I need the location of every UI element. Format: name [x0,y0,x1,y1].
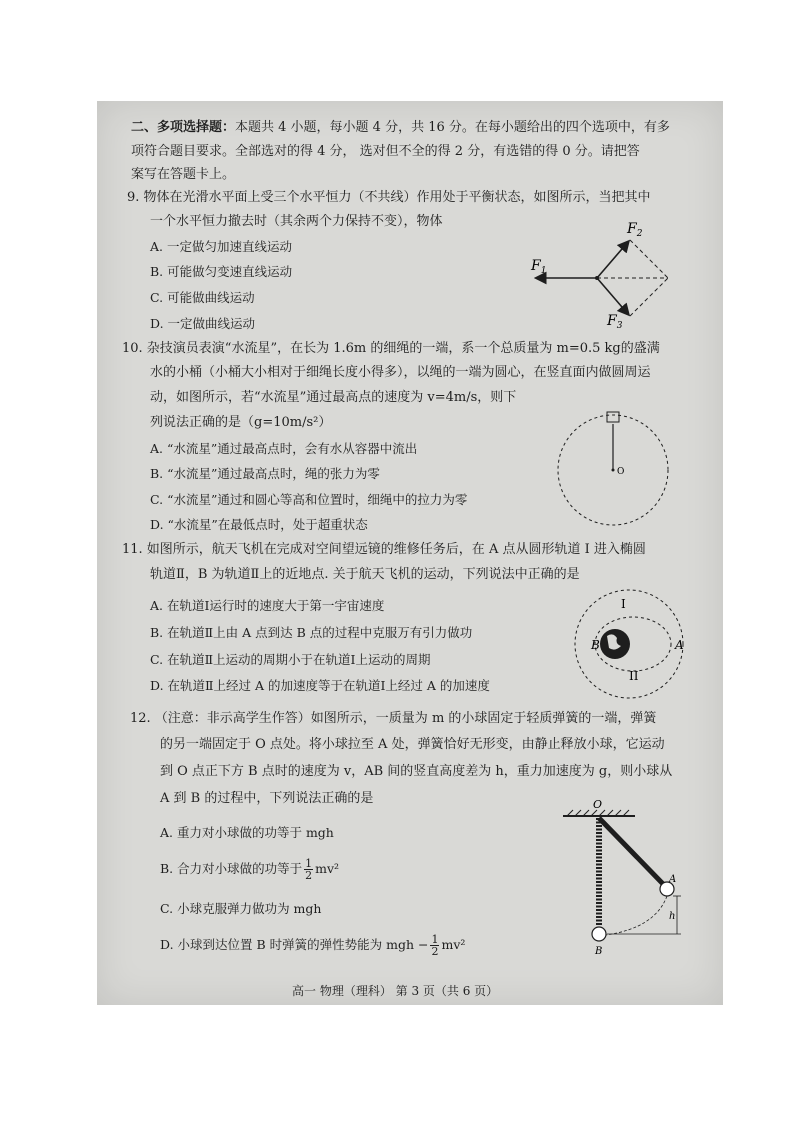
label-f3: $F_3$ [607,313,623,331]
q9-option-a: A. 一定做匀加速直线运动 [150,239,292,254]
q10-stem-line3: 动，如图所示，若“水流星”通过最高点的速度为 v=4m/s，则下 [150,390,517,405]
label-h: h [669,911,676,922]
q11-orbit-diagram [567,588,697,700]
q9-option-b: B. 可能做匀变速直线运动 [150,264,293,279]
q12-stem-line1: 12. （注意：非示高学生作答）如图所示，一质量为 m 的小球固定于轻质弹簧的一端，弹簧 [130,711,657,726]
dashed-line [630,240,668,278]
page-footer: 高一 物理（理科） 第 3 页（共 6 页） [292,984,499,998]
q10-option-a: A. “水流星”通过最高点时，会有水从容器中流出 [150,441,418,456]
q10-circle-diagram [555,402,675,542]
label-a: A [669,874,677,885]
label-b: B [595,946,603,957]
section-intro: 本题共 4 小题，每小题 4 分，共 16 分。在每小题给出的四个选项中，有多 [235,120,670,135]
label-orbit-ii: II [629,669,639,683]
q12-stem-line2: 的另一端固定于 O 点处。将小球拉至 A 处，弹簧恰好无形变，由静止释放小球，它运动 [160,737,665,752]
q9-stem-line2: 一个水平恒力撤去时（其余两个力保持不变），物体 [150,214,443,229]
label-o: O [617,467,625,477]
force-f2-arrow [597,242,628,278]
q11-stem-line2: 轨道Ⅱ，B 为轨道Ⅱ上的近地点. 关于航天飞机的运动，下列说法中正确的是 [150,567,580,582]
fraction-half: $\frac{1}{2}$ [431,933,439,958]
label-f2: $F_2$ [627,221,643,239]
section-title: 二、多项选择题： [131,120,236,135]
q12-option-b: B. 合力对小球做的功等于 $\frac{1}{2}$ mv² [160,857,340,882]
spring-diagonal [599,818,665,886]
q11-stem-line1: 11. 如图所示，航天飞机在完成对空间望远镜的维修任务后，在 A 点从圆形轨道 I 进入椭圆 [122,542,646,557]
center-point [612,469,615,472]
trajectory [606,896,667,935]
dashed-line [630,278,668,316]
section-header-line1 [131,119,670,137]
q12-spring-diagram [555,798,695,958]
q11-option-c: C. 在轨道Ⅱ上运动的周期小于在轨道Ⅰ上运动的周期 [150,652,431,667]
q11-option-b: B. 在轨道Ⅱ上由 A 点到达 B 点的过程中克服万有引力做功 [150,625,473,640]
q9-option-c: C. 可能做曲线运动 [150,290,255,305]
q12-option-a: A. 重力对小球做的功等于 mgh [160,825,334,840]
q10-stem-line2: 水的小桶（小桶大小相对于细绳长度小得多），以绳的一端为圆心，在竖直面内做圆周运 [150,365,651,380]
label-o: O [593,798,603,811]
label-f1: $F_1$ [531,258,547,276]
q12-option-d: D. 小球到达位置 B 时弹簧的弹性势能为 mgh − $\frac{1}{2}$ mv² [160,933,466,958]
bucket-icon [607,412,619,422]
q12-stem-line4: A 到 B 的过程中，下列说法正确的是 [160,791,374,806]
force-f3-arrow [597,278,628,314]
q12-option-c: C. 小球克服弹力做功为 mgh [160,901,322,916]
q10-stem-line1: 10. 杂技演员表演“水流星”，在长为 1.6m 的细绳的一端，系一个总质量为 m=0.5 kg的盛满 [122,341,660,356]
label-orbit-i: I [621,597,626,611]
q9-option-d: D. 一定做曲线运动 [150,316,256,331]
label-b: B [591,638,600,652]
q12-stem-line3: 到 O 点正下方 B 点时的速度为 v，AB 间的竖直高度差为 h，重力加速度为 g，则小球从 [160,764,673,779]
q10-option-c: C. “水流星”通过和圆心等高和位置时，细绳中的拉力为零 [150,492,468,507]
q10-option-d: D. “水流星”在最低点时，处于超重状态 [150,517,368,532]
force-origin [595,276,599,280]
fraction-half: $\frac{1}{2}$ [305,857,313,882]
q9-force-diagram [525,215,675,335]
q9-stem-line1: 9. 物体在光滑水平面上受三个水平恒力（不共线）作用处于平衡状态，如图所示，当把其中 [127,190,651,205]
q10-stem-line4: 列说法正确的是（g=10m/s²） [150,415,332,430]
q11-option-a: A. 在轨道Ⅰ运行时的速度大于第一宇宙速度 [150,598,385,613]
q10-option-b: B. “水流星”通过最高点时，绳的张力为零 [150,466,380,481]
ball-b [592,927,606,941]
section-header-line3: 案写在答题卡上。 [131,167,236,182]
q11-option-d: D. 在轨道Ⅱ上经过 A 的加速度等于在轨道Ⅰ上经过 A 的加速度 [150,678,490,693]
section-header-line2: 项符合题目要求。全部选对的得 4 分， 选对但不全的得 2 分，有选错的得 0 分。请把答 [131,144,640,159]
label-a: A [675,638,684,652]
